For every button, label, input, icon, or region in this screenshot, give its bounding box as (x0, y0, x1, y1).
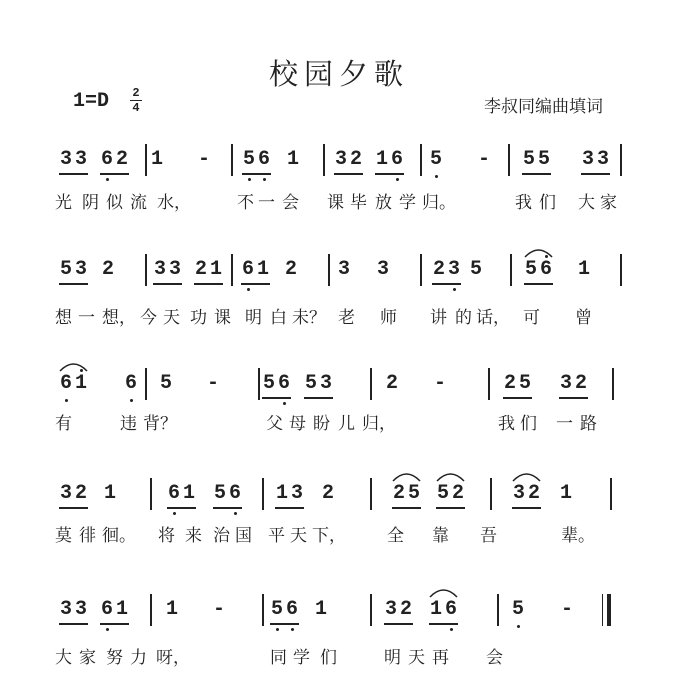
note: 1 (182, 482, 195, 505)
barline (262, 594, 264, 626)
note: 2 (321, 482, 334, 505)
lyric: 白 (270, 308, 287, 328)
lyric: 吾 (480, 526, 497, 546)
slur (523, 245, 554, 259)
octave-dot-low (276, 628, 279, 631)
lyric: 们 (320, 648, 337, 668)
note: 6 (390, 148, 403, 171)
note: 5 (262, 372, 275, 395)
note: 1 (286, 148, 299, 171)
note: 6 (277, 372, 290, 395)
lyric: 徘 (79, 526, 96, 546)
lyric: 可 (523, 308, 540, 328)
lyric: 讲 (430, 308, 447, 328)
note: - (477, 148, 490, 171)
note: 2 (101, 258, 114, 281)
lyric: 放 (375, 193, 392, 213)
beam (429, 623, 458, 625)
octave-dot-low (106, 628, 109, 631)
lyric: 想， (102, 308, 136, 328)
beam (436, 507, 465, 509)
barline (145, 144, 147, 176)
note: 5 (429, 148, 442, 171)
note: 6 (59, 372, 72, 395)
final-barline (607, 594, 611, 626)
note: 5 (511, 598, 524, 621)
time-signature (130, 87, 142, 114)
octave-dot-low (435, 175, 438, 178)
note: 5 (242, 148, 255, 171)
note: 5 (159, 372, 172, 395)
lyric: 辈。 (561, 526, 595, 546)
beam (262, 397, 291, 399)
lyric: 不 (237, 193, 254, 213)
barline (620, 254, 622, 286)
lyric: 天 (163, 308, 180, 328)
note: 3 (337, 258, 350, 281)
barline (610, 478, 612, 510)
note: 1 (103, 482, 116, 505)
note: 6 (285, 598, 298, 621)
note: 6 (444, 598, 457, 621)
beam (275, 507, 304, 509)
note: 2 (574, 372, 587, 395)
lyric: 背？ (143, 414, 177, 434)
note: 2 (115, 148, 128, 171)
note: 1 (150, 148, 163, 171)
lyric: 功 (190, 308, 207, 328)
barline (510, 254, 512, 286)
lyric: 似 (106, 193, 123, 213)
barline (488, 368, 490, 400)
note: 3 (168, 258, 181, 281)
note: 5 (213, 482, 226, 505)
lyric: 课 (327, 193, 344, 213)
lyric: 学 (399, 193, 416, 213)
note: 2 (385, 372, 398, 395)
beam (59, 173, 88, 175)
lyric: 们 (539, 193, 556, 213)
note: 1 (559, 482, 572, 505)
lyric: 会 (282, 193, 299, 213)
note: 3 (559, 372, 572, 395)
beam (242, 173, 271, 175)
note: 3 (74, 148, 87, 171)
lyric: 有 (55, 414, 72, 434)
slur (391, 469, 422, 483)
note: 1 (74, 372, 87, 395)
note: 6 (100, 148, 113, 171)
beam (503, 397, 532, 399)
beam (384, 623, 413, 625)
lyric: 师 (380, 308, 397, 328)
lyric: 平 (268, 526, 285, 546)
note: - (212, 598, 225, 621)
lyric: 阴 (82, 193, 99, 213)
lyric: 将 (158, 526, 175, 546)
note: 1 (165, 598, 178, 621)
octave-dot-low (263, 178, 266, 181)
slur (58, 359, 89, 373)
note: 1 (209, 258, 222, 281)
octave-dot-low (283, 402, 286, 405)
lyric: 一 (78, 308, 95, 328)
barline (370, 594, 372, 626)
beam (213, 507, 242, 509)
barline (231, 144, 233, 176)
lyric: 明 (245, 308, 262, 328)
octave-dot-low (130, 399, 133, 402)
octave-dot-low (247, 288, 250, 291)
note: 3 (74, 598, 87, 621)
note: 6 (100, 598, 113, 621)
note: - (560, 598, 573, 621)
note: 1 (375, 148, 388, 171)
lyric: 努 (106, 648, 123, 668)
lyric: 我 (515, 193, 532, 213)
beam (59, 623, 88, 625)
barline (323, 144, 325, 176)
barline (150, 594, 152, 626)
beam (100, 173, 129, 175)
note: 5 (304, 372, 317, 395)
note: 2 (432, 258, 445, 281)
note: 2 (392, 482, 405, 505)
note: 5 (270, 598, 283, 621)
barline (602, 594, 603, 626)
beam (581, 173, 610, 175)
octave-dot-low (234, 512, 237, 515)
lyric: 归。 (422, 193, 456, 213)
barline (420, 144, 422, 176)
slur (435, 469, 466, 483)
barline (490, 478, 492, 510)
note: - (433, 372, 446, 395)
slur (428, 585, 459, 599)
lyric: 水， (157, 193, 191, 213)
barline (231, 254, 233, 286)
beam (167, 507, 196, 509)
note: 5 (518, 372, 531, 395)
lyric: 再 (432, 648, 449, 668)
note: 1 (115, 598, 128, 621)
key-signature: 1=D (73, 90, 110, 113)
beam (194, 283, 223, 285)
lyric: 归， (362, 414, 396, 434)
lyric: 家 (600, 193, 617, 213)
note: - (206, 372, 219, 395)
lyric: 盼 (313, 414, 330, 434)
octave-dot-low (450, 628, 453, 631)
lyric: 今 (140, 308, 157, 328)
octave-dot-low (106, 178, 109, 181)
beam (432, 283, 461, 285)
note: - (197, 148, 210, 171)
note: 3 (447, 258, 460, 281)
note: 2 (74, 482, 87, 505)
lyric: 的 (455, 308, 472, 328)
note: 2 (399, 598, 412, 621)
lyric: 老 (338, 308, 355, 328)
note: 6 (167, 482, 180, 505)
lyric: 想 (55, 308, 72, 328)
barline (262, 478, 264, 510)
lyric: 靠 (432, 526, 449, 546)
lyric: 课 (214, 308, 231, 328)
lyric: 未？ (292, 308, 326, 328)
octave-dot-low (396, 178, 399, 181)
note: 5 (524, 258, 537, 281)
lyric: 全 (387, 526, 404, 546)
octave-dot-low (453, 288, 456, 291)
lyric: 路 (580, 414, 597, 434)
time-signature-top: 2 (132, 86, 140, 100)
barline (370, 478, 372, 510)
barline (258, 368, 260, 400)
note: 1 (275, 482, 288, 505)
beam (241, 283, 270, 285)
beam (375, 173, 404, 175)
note: 5 (537, 148, 550, 171)
note: 6 (241, 258, 254, 281)
note: 5 (59, 258, 72, 281)
note: 5 (469, 258, 482, 281)
note: 3 (376, 258, 389, 281)
beam (270, 623, 299, 625)
beam (512, 507, 541, 509)
barline (370, 368, 372, 400)
note: 1 (577, 258, 590, 281)
lyric: 学 (293, 648, 310, 668)
note: 3 (596, 148, 609, 171)
lyric: 家 (79, 648, 96, 668)
lyric: 国 (235, 526, 252, 546)
slur (511, 469, 542, 483)
note: 6 (257, 148, 270, 171)
lyric: 话， (476, 308, 510, 328)
song-title: 校园夕歌 (268, 57, 409, 91)
lyric: 天 (408, 648, 425, 668)
note: 2 (284, 258, 297, 281)
beam (524, 283, 553, 285)
beam (334, 173, 363, 175)
lyric: 父 (266, 414, 283, 434)
lyric: 下， (312, 526, 346, 546)
note: 2 (503, 372, 516, 395)
beam (59, 507, 88, 509)
note: 6 (228, 482, 241, 505)
note: 1 (256, 258, 269, 281)
lyric: 治 (213, 526, 230, 546)
barline (420, 254, 422, 286)
lyric: 莫 (55, 526, 72, 546)
lyric: 儿 (338, 414, 355, 434)
beam (392, 507, 421, 509)
note: 2 (194, 258, 207, 281)
barline (612, 368, 614, 400)
note: 1 (314, 598, 327, 621)
note: 3 (153, 258, 166, 281)
lyric: 会 (486, 648, 503, 668)
lyric: 们 (520, 414, 537, 434)
barline (497, 594, 499, 626)
note: 3 (581, 148, 594, 171)
lyric: 明 (384, 648, 401, 668)
note: 3 (334, 148, 347, 171)
note: 3 (74, 258, 87, 281)
beam (522, 173, 551, 175)
barline (620, 144, 622, 176)
lyric: 天 (290, 526, 307, 546)
time-signature-bottom: 4 (132, 101, 140, 115)
lyric: 呀， (156, 648, 190, 668)
lyric: 光 (55, 193, 72, 213)
octave-dot-low (173, 512, 176, 515)
note: 3 (512, 482, 525, 505)
lyric: 违 (120, 414, 137, 434)
octave-dot-low (248, 178, 251, 181)
lyric: 大 (578, 193, 595, 213)
lyric: 母 (289, 414, 306, 434)
note: 6 (539, 258, 552, 281)
beam (100, 623, 129, 625)
lyric: 大 (55, 648, 72, 668)
lyric: 徊。 (102, 526, 136, 546)
note: 3 (59, 148, 72, 171)
note: 3 (59, 482, 72, 505)
beam (59, 283, 88, 285)
note: 3 (384, 598, 397, 621)
lyric: 一 (258, 193, 275, 213)
lyric: 力 (130, 648, 147, 668)
note: 3 (319, 372, 332, 395)
lyric: 同 (270, 648, 287, 668)
note: 5 (522, 148, 535, 171)
barline (150, 478, 152, 510)
octave-dot-low (65, 399, 68, 402)
note: 6 (124, 372, 137, 395)
lyric: 我 (498, 414, 515, 434)
octave-dot-low (291, 628, 294, 631)
barline (145, 254, 147, 286)
note: 3 (59, 598, 72, 621)
barline (508, 144, 510, 176)
note: 2 (527, 482, 540, 505)
octave-dot-low (517, 625, 520, 628)
lyric: 流 (130, 193, 147, 213)
note: 5 (436, 482, 449, 505)
barline (145, 368, 147, 400)
composer-credit: 李叔同编曲填词 (484, 97, 603, 117)
note: 1 (429, 598, 442, 621)
note: 5 (407, 482, 420, 505)
lyric: 来 (185, 526, 202, 546)
beam (153, 283, 182, 285)
note: 3 (290, 482, 303, 505)
lyric: 一 (556, 414, 573, 434)
note: 2 (451, 482, 464, 505)
beam (559, 397, 588, 399)
note: 2 (349, 148, 362, 171)
beam (304, 397, 333, 399)
barline (328, 254, 330, 286)
lyric: 曾 (575, 308, 592, 328)
lyric: 毕 (350, 193, 367, 213)
